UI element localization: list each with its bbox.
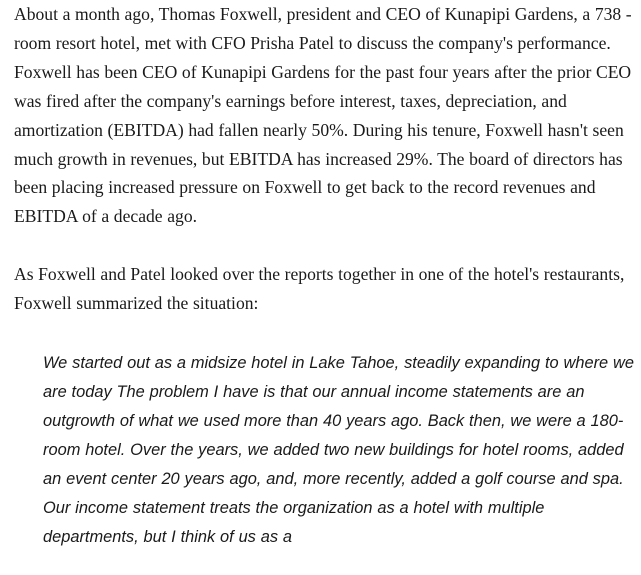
paragraph-situation: As Foxwell and Patel looked over the reports together in one of the hotel's restaurants, Foxwell summarized the situation: xyxy=(14,264,625,314)
block-quote: We started out as a midsize hotel in Lake Tahoe, steadily expanding to where we are today The problem I have is that our annual income statements are an outgrowth of what we used more than 40 years ago. Back then, we were a 180-room hotel. Over the years, we added two new buildings for hotel rooms, added an event center 20 years ago, and, more recently, added a golf course and spa. Our income statement treats the organization as a hotel with multiple departments, but I think of us as a xyxy=(43,354,634,546)
paragraph-intro: About a month ago, Thomas Foxwell, president and CEO of Kunapipi Gardens, a 738 - room resort hotel, met with CFO Prisha Patel to discuss the company's performance. Foxwell has been CEO of Kunapipi Gardens for the past four years after the prior CEO was fired after the company's earnings before interest, taxes, depreciation, and amortization (EBITDA) had fallen nearly 50%. During his tenure, Foxwell hasn't seen much growth in revenues, but EBITDA has increased 29%. The board of directors has been placing increased pressure on Foxwell to get back to the record revenues and EBITDA of a decade ago. xyxy=(14,4,632,227)
document-body xyxy=(14,0,634,551)
